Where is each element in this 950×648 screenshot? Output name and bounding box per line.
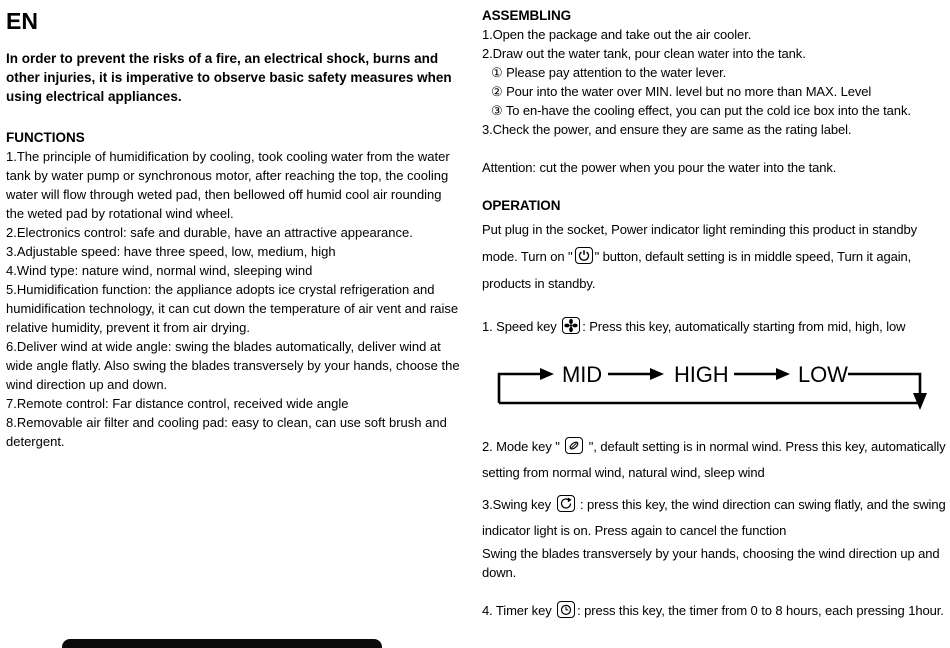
fan-speed-icon: [562, 317, 580, 334]
right-column: [482, 6, 950, 624]
safety-notice: In order to prevent the risks of a fire, an electrical shock, burns and other injuries, it is imperative to observe basic safety measures when using electrical appliances.: [6, 51, 452, 104]
functions-heading: FUNCTIONS: [6, 130, 85, 145]
assembling-step-3: 3.Check the power, and ensure they are same as the rating label.: [482, 122, 852, 137]
speed-cycle-diagram: [492, 353, 950, 420]
diagram-label-high: HIGH: [674, 362, 729, 387]
function-item-1: 1.The principle of humidification by cooling, took cooling water from the water tank by water pump or synchronous motor, after reaching the top, the cooling water will flow through weted pad, then bellowed off humid cool air rounding the weted pad by rotational wind wheel.: [6, 149, 450, 221]
assembling-notes: [482, 63, 950, 120]
language-heading: EN: [6, 8, 38, 34]
mode-key-line: [482, 434, 950, 486]
left-column: [6, 6, 462, 451]
diagram-label-mid: MID: [562, 362, 603, 387]
assembling-heading: ASSEMBLING: [482, 8, 572, 23]
attention-note: Attention: cut the power when you pour the water into the tank.: [482, 160, 837, 175]
swing-key-text-2: : press this key, the wind direction can swing flatly, and the swing indicator light is on. Press again to cancel the function: [482, 497, 946, 538]
assembling-step-2: 2.Draw out the water tank, pour clean water into the tank.: [482, 46, 806, 61]
operation-intro-text-1: Put plug in the socket, Power indicator light reminding this product in standby mode. Turn on ": [482, 222, 918, 264]
assembling-note-1: ① Please pay attention to the water lever.: [491, 65, 727, 80]
speed-key-line: [482, 315, 950, 339]
power-icon: [575, 247, 593, 264]
timer-key-line: [482, 598, 950, 624]
assembling-note-3: ③ To en-have the cooling effect, you can put the cold ice box into the tank.: [491, 103, 911, 118]
mode-key-text-1: 2. Mode key ": [482, 439, 564, 454]
swing-extra-text: Swing the blades transversely by your hands, choosing the wind direction up and down.: [482, 546, 940, 580]
control-panel-image-top: [62, 639, 382, 648]
mode-icon: [565, 437, 583, 454]
function-item-3: 3.Adjustable speed: have three speed, low, medium, high: [6, 244, 336, 259]
timer-key-text-2: : press this key, the timer from 0 to 8 hours, each pressing 1hour.: [577, 603, 944, 618]
function-item-6: 6.Deliver wind at wide angle: swing the blades automatically, deliver wind at wide angle flatly. Also swing the blades transversely by your hands, choose the wind direction up and down.: [6, 339, 460, 392]
swing-key-text-1: 3.Swing key: [482, 497, 555, 512]
function-item-8: 8.Removable air filter and cooling pad: easy to clean, can use soft brush and detergent.: [6, 415, 447, 449]
swing-key-line: [482, 492, 950, 544]
function-item-7: 7.Remote control: Far distance control, received wide angle: [6, 396, 349, 411]
operation-heading: OPERATION: [482, 198, 561, 213]
assembling-step-1: 1.Open the package and take out the air cooler.: [482, 27, 752, 42]
speed-key-text-2: : Press this key, automatically starting from mid, high, low: [582, 319, 906, 334]
timer-key-text-1: 4. Timer key: [482, 603, 556, 618]
function-item-4: 4.Wind type: nature wind, normal wind, sleeping wind: [6, 263, 313, 278]
assembling-note-2: ② Pour into the water over MIN. level but no more than MAX. Level: [491, 84, 872, 99]
function-item-2: 2.Electronics control: safe and durable, have an attractive appearance.: [6, 225, 413, 240]
operation-intro: [482, 216, 950, 297]
mode-key-text-2: ", default setting is in normal wind. Press this key, automatically setting from normal wind, natural wind, sleep wind: [482, 439, 946, 480]
swing-icon: [557, 495, 575, 512]
diagram-label-low: LOW: [798, 362, 848, 387]
function-item-5: 5.Humidification function: the appliance adopts ice crystal refrigeration and humidification technology, it can cut down the temperature of air vent and raise relative humidity, prevent it from air drying.: [6, 282, 459, 335]
operation-intro-text-2: " button, default setting is in middle speed, Turn it again, products in standby.: [482, 249, 912, 291]
speed-key-text-1: 1. Speed key: [482, 319, 561, 334]
timer-icon: [557, 601, 575, 618]
